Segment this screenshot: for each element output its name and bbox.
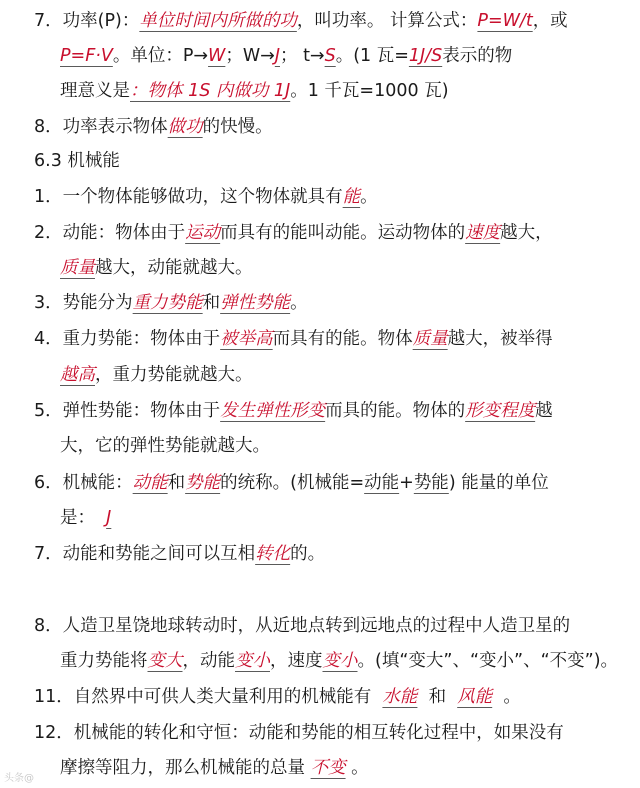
- answer-potential: 势能: [185, 473, 221, 493]
- answer-elastic-pe: 弹性势能: [220, 293, 291, 313]
- answer-power-meaning: 做功: [167, 117, 203, 137]
- answer-mass-2: 质量: [412, 329, 448, 349]
- answer-unit-w: J: [274, 46, 280, 66]
- q3-line: 3．势能分为重力势能和弹性势能。: [34, 293, 308, 313]
- watermark: 头条@: [4, 773, 34, 784]
- q2-line2: 质量越大，动能就越大。: [60, 258, 253, 278]
- answer-unit-t: S: [324, 46, 336, 66]
- answer-formula-2: P=F·V: [60, 46, 113, 66]
- answer-meaning: ：物体 1S 内做功 1J: [130, 81, 291, 101]
- section-title: 6.3 机械能: [34, 151, 120, 171]
- answer-watt: 1J/S: [408, 46, 443, 66]
- answer-raised: 被举高: [220, 329, 273, 349]
- s7-line3: 理意义是：物体 1S 内做功 1J。1 千瓦=1000 瓦): [60, 81, 449, 101]
- answer-power-definition: 单位时间内所做的功: [139, 11, 297, 31]
- answer-unchanged: 不变: [310, 758, 346, 778]
- answer-kinetic: 动能: [132, 473, 168, 493]
- q6-line1: 6．机械能：动能和势能的统称。(机械能=动能+势能) 能量的单位: [34, 473, 549, 493]
- answer-mass: 质量: [60, 258, 95, 278]
- s7-line2: P=F·V。单位：P→W；W→J； t→S。(1 瓦=1J/S表示的物: [60, 46, 513, 66]
- q8-line1: 8．人造卫星饶地球转动时，从近地点转到远地点的过程中人造卫星的: [34, 616, 571, 636]
- q5-line1: 5．弹性势能：物体由于发生弹性形变而具的能。物体的形变程度越: [34, 401, 553, 421]
- formula-potential: 势能: [413, 473, 449, 493]
- q2-line1: 2．动能：物体由于运动而具有的能叫动能。运动物体的速度越大，: [34, 223, 553, 243]
- answer-formula-1: P=W/t: [477, 11, 533, 31]
- answer-unit-p: W: [208, 46, 226, 66]
- answer-elastic-deformation: 发生弹性形变: [220, 401, 326, 421]
- q7-line: 7．动能和势能之间可以互相转化的。: [34, 544, 326, 564]
- q12-line2: 摩擦等阻力，那么机械能的总量 不变 。: [60, 758, 369, 778]
- q4-line2: 越高，重力势能就越大。: [60, 365, 253, 385]
- answer-speed: 速度: [465, 223, 501, 243]
- answer-wind: 风能: [457, 687, 493, 707]
- answer-higher: 越高: [60, 365, 95, 385]
- answer-ke-change: 变小: [235, 651, 270, 671]
- q4-line1: 4．重力势能：物体由于被举高而具有的能。物体质量越大，被举得: [34, 329, 553, 349]
- q8-line2: 重力势能将变大，动能变小，速度变小。(填“变大”、“变小”、“不变”)。: [60, 651, 619, 671]
- answer-joule: J: [106, 508, 112, 528]
- q12-line1: 12．机械能的转化和守恒：动能和势能的相互转化过程中，如果没有: [34, 723, 564, 743]
- q5-line2: 大，它的弹性势能就越大。: [60, 436, 270, 456]
- answer-transform: 转化: [255, 544, 291, 564]
- s8-line: 8．功率表示物体做功的快慢。: [34, 117, 273, 137]
- s7-line1: 7．功率(P)：单位时间内所做的功，叫功率。 计算公式：P=W/t，或: [34, 11, 568, 31]
- answer-hydro: 水能: [382, 687, 418, 707]
- answer-gravitational-pe: 重力势能: [132, 293, 203, 313]
- formula-kinetic: 动能: [364, 473, 400, 493]
- answer-speed-change: 变小: [322, 651, 358, 671]
- q6-line2: 是： J: [60, 508, 112, 528]
- q11-line: 11．自然界中可供人类大量利用的机械能有 水能 和 风能 。: [34, 687, 521, 707]
- answer-motion: 运动: [185, 223, 221, 243]
- answer-energy: 能: [342, 187, 361, 207]
- answer-pe-change: 变大: [147, 651, 183, 671]
- answer-deformation-degree: 形变程度: [465, 401, 536, 421]
- q1-line: 1．一个物体能够做功，这个物体就具有能。: [34, 187, 378, 207]
